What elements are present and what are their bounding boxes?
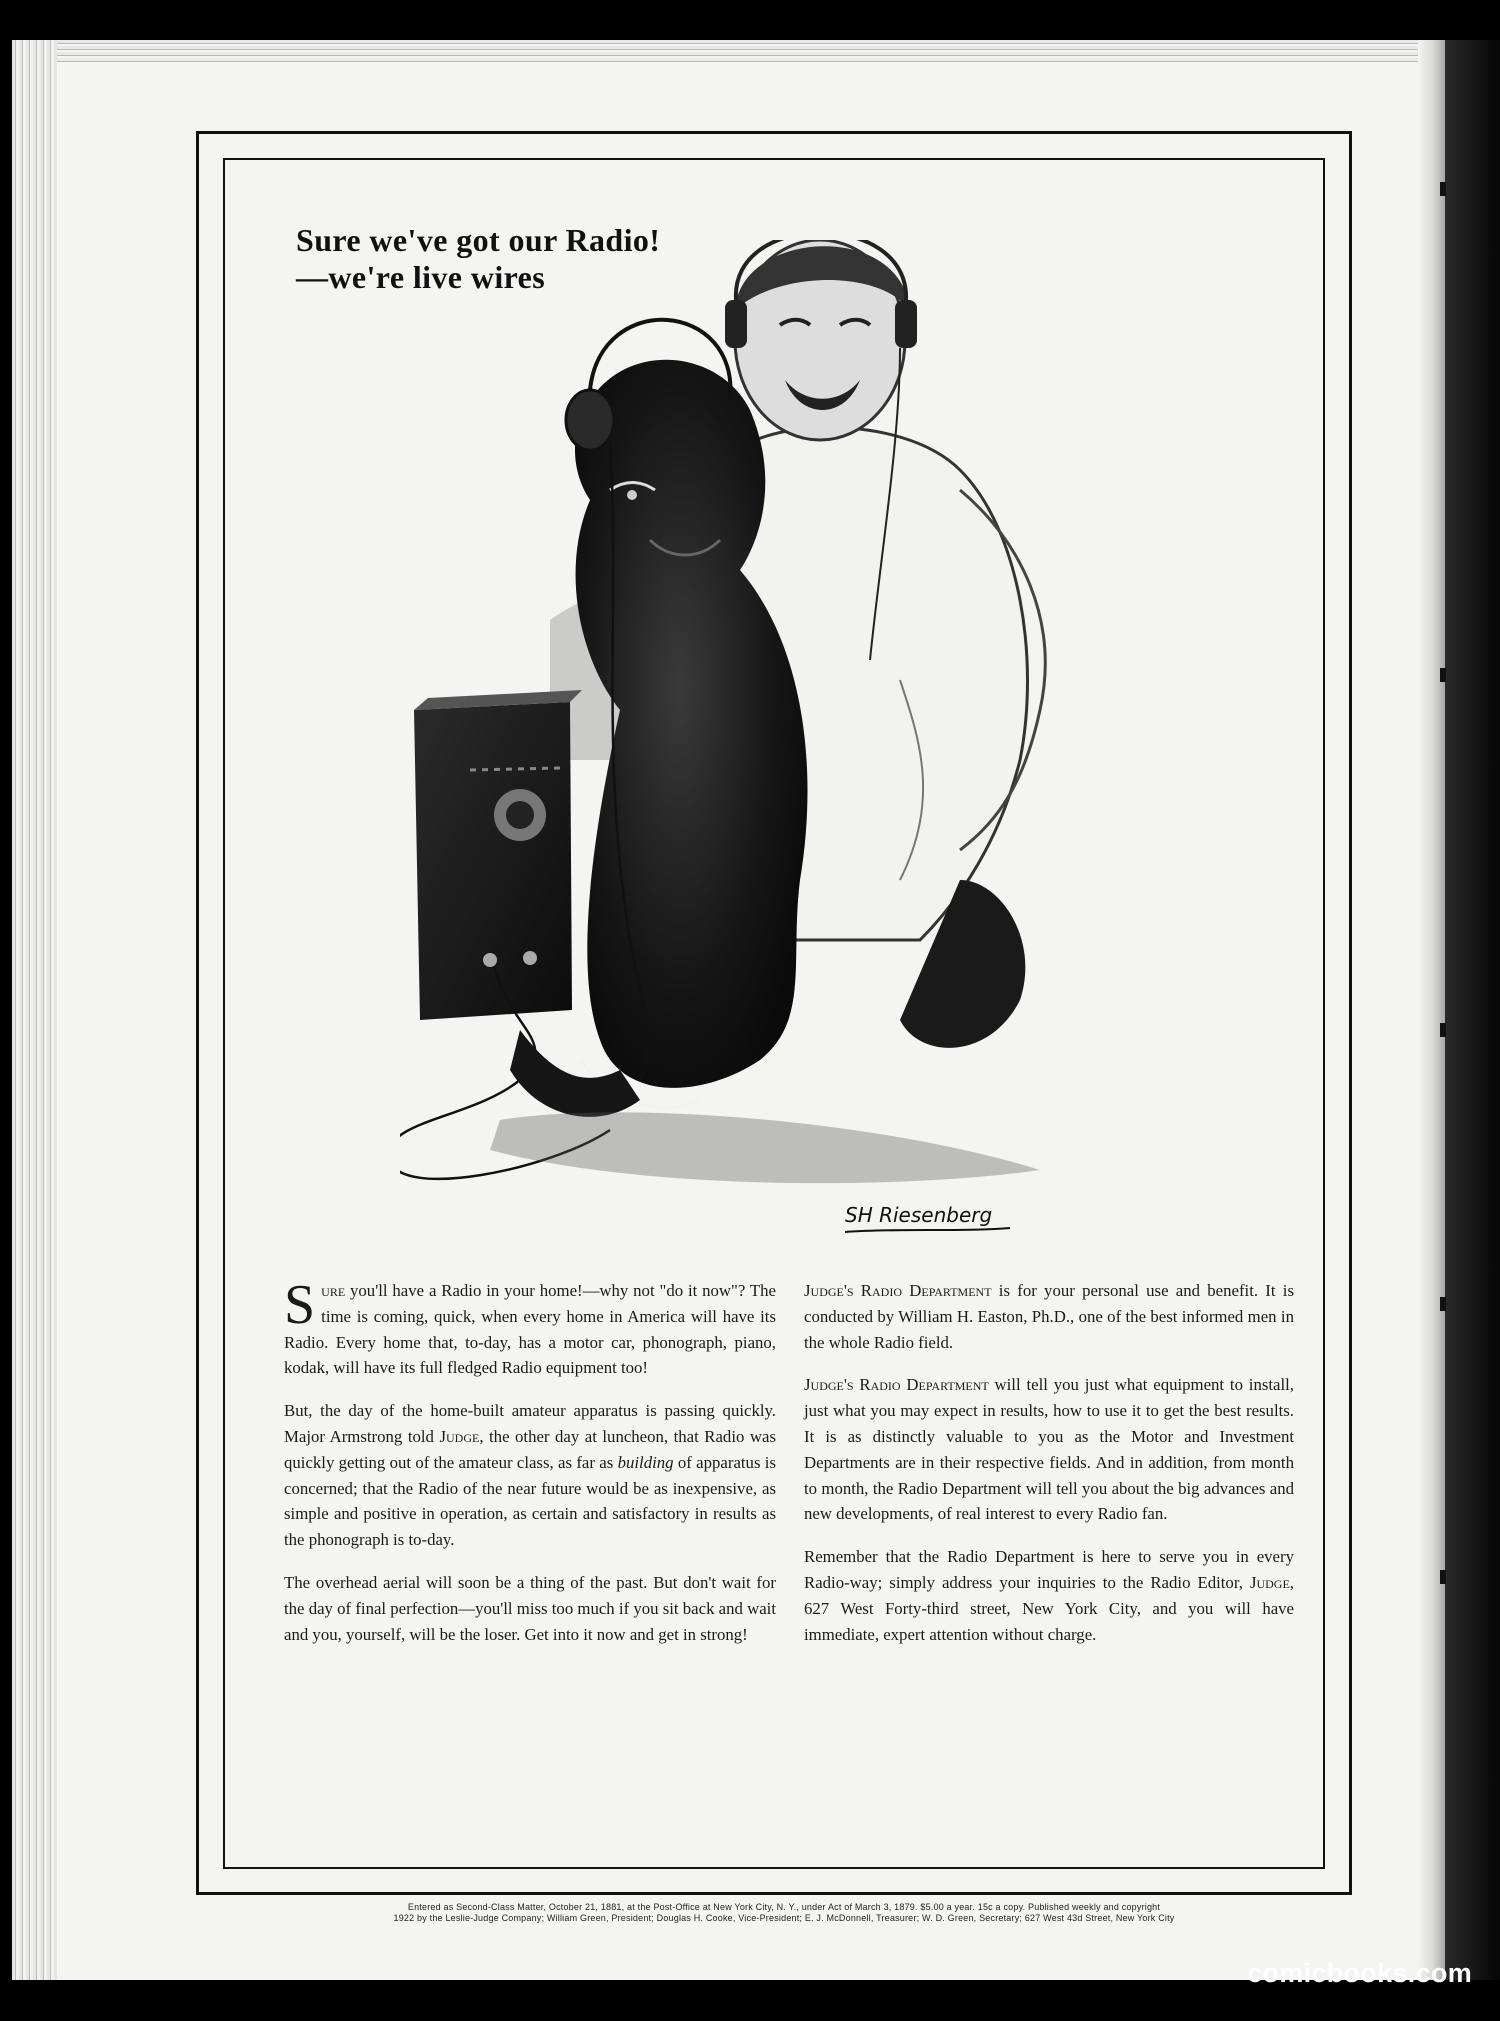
right-paragraph-1 xyxy=(804,1278,1294,1355)
right-paragraph-3 xyxy=(804,1544,1294,1647)
department-name: Judge's Radio Department xyxy=(804,1375,989,1395)
ad-right-column xyxy=(804,1278,1294,1664)
paragraph-text: of apparatus is concerned; that the Radio of the near future would be as inexpensive, as simple and positive in operation, as certain and satisfactory in results as the phonograph is to-day. xyxy=(284,1452,776,1550)
page-top-edges xyxy=(40,40,1430,62)
footer-line-2: 1922 by the Leslie-Judge Company; William Green, President; Douglas H. Cooke, Vice-President; E. J. McDonnell, Treasurer; W. D. Green, Secretary; 627 West 43d Street, New York City xyxy=(393,1913,1175,1923)
italic-word: building xyxy=(617,1452,674,1472)
department-name: Judge's Radio Department xyxy=(804,1281,992,1300)
left-paragraph-1 xyxy=(284,1274,776,1381)
left-paragraph-3: The overhead aerial will soon be a thing of the past. But don't wait for the day of final perfection—you'll miss too much if you sit back and wait and you, yourself, will be the loser. Get into it now and get in strong! xyxy=(284,1572,776,1644)
page-left-edges xyxy=(12,40,57,1980)
left-paragraph-2 xyxy=(284,1398,776,1553)
spine-mark xyxy=(1440,668,1446,682)
spine-mark xyxy=(1440,182,1446,196)
paragraph-text: , 627 West Forty-third street, New York City, and you will have immediate, expert attention without charge. xyxy=(804,1572,1294,1644)
page-spine-edges xyxy=(1418,40,1448,1980)
paragraph-text: is for your personal use and benefit. It is conducted by William H. Easton, Ph.D., one of the best informed men in the whole Radio field. xyxy=(804,1281,1294,1352)
artist-signature: SH Riesenberg xyxy=(845,1203,993,1227)
site-watermark: comicbooks.com xyxy=(1247,1958,1472,1988)
right-paragraph-2 xyxy=(804,1372,1294,1527)
binding-shadow xyxy=(1445,40,1500,1980)
paragraph-text: you'll have a Radio in your home!—why not "do it now"? The time is coming, quick, when every home in America will have its Radio. Every home that, to-day, has a motor car, phonograph, piano, kodak, will have its full fledged Radio equipment too! xyxy=(284,1281,776,1378)
headline-line-1: Sure we've got our Radio! xyxy=(296,222,661,258)
paragraph-text: , the other day at luncheon, that Radio was quickly getting out of the amateur class, as far as xyxy=(284,1426,776,1472)
spine-mark xyxy=(1440,1023,1446,1037)
headline-line-2: —we're live wires xyxy=(296,259,546,295)
publication-footer xyxy=(238,1902,1330,1924)
judge-name: Judge xyxy=(1249,1572,1290,1592)
spine-mark xyxy=(1440,1297,1446,1311)
judge-name: Judge xyxy=(439,1426,480,1446)
footer-line-1: Entered as Second-Class Matter, October 21, 1881, at the Post-Office at New York City, N. Y., under Act of March 3, 1879. $5.00 a year. 15c a copy. Published weekly and copyright xyxy=(407,1902,1161,1912)
paragraph-text: But, the day of the home-built amateur apparatus is passing quickly. Major Armstrong told xyxy=(284,1401,776,1446)
paragraph-text: will tell you just what equipment to install, just what you may expect in results, how to use it to get the best results. It is as distinctly valuable to you as the Motor and Investment Departments are in their respective fields. And in addition, from month to month, the Radio Department will tell you about the big advances and new developments, of real interest to every Radio fan. xyxy=(804,1375,1294,1524)
ad-left-column xyxy=(284,1274,776,1664)
drop-cap: S xyxy=(284,1274,316,1336)
boy-dog-radio-illustration xyxy=(400,240,1160,1240)
spine-mark xyxy=(1440,1570,1446,1584)
smallcaps-lead: ure xyxy=(321,1281,346,1300)
paragraph-text: Remember that the Radio Department is here to serve you in every Radio-way; simply address your inquiries to the Radio Editor, xyxy=(804,1547,1294,1592)
